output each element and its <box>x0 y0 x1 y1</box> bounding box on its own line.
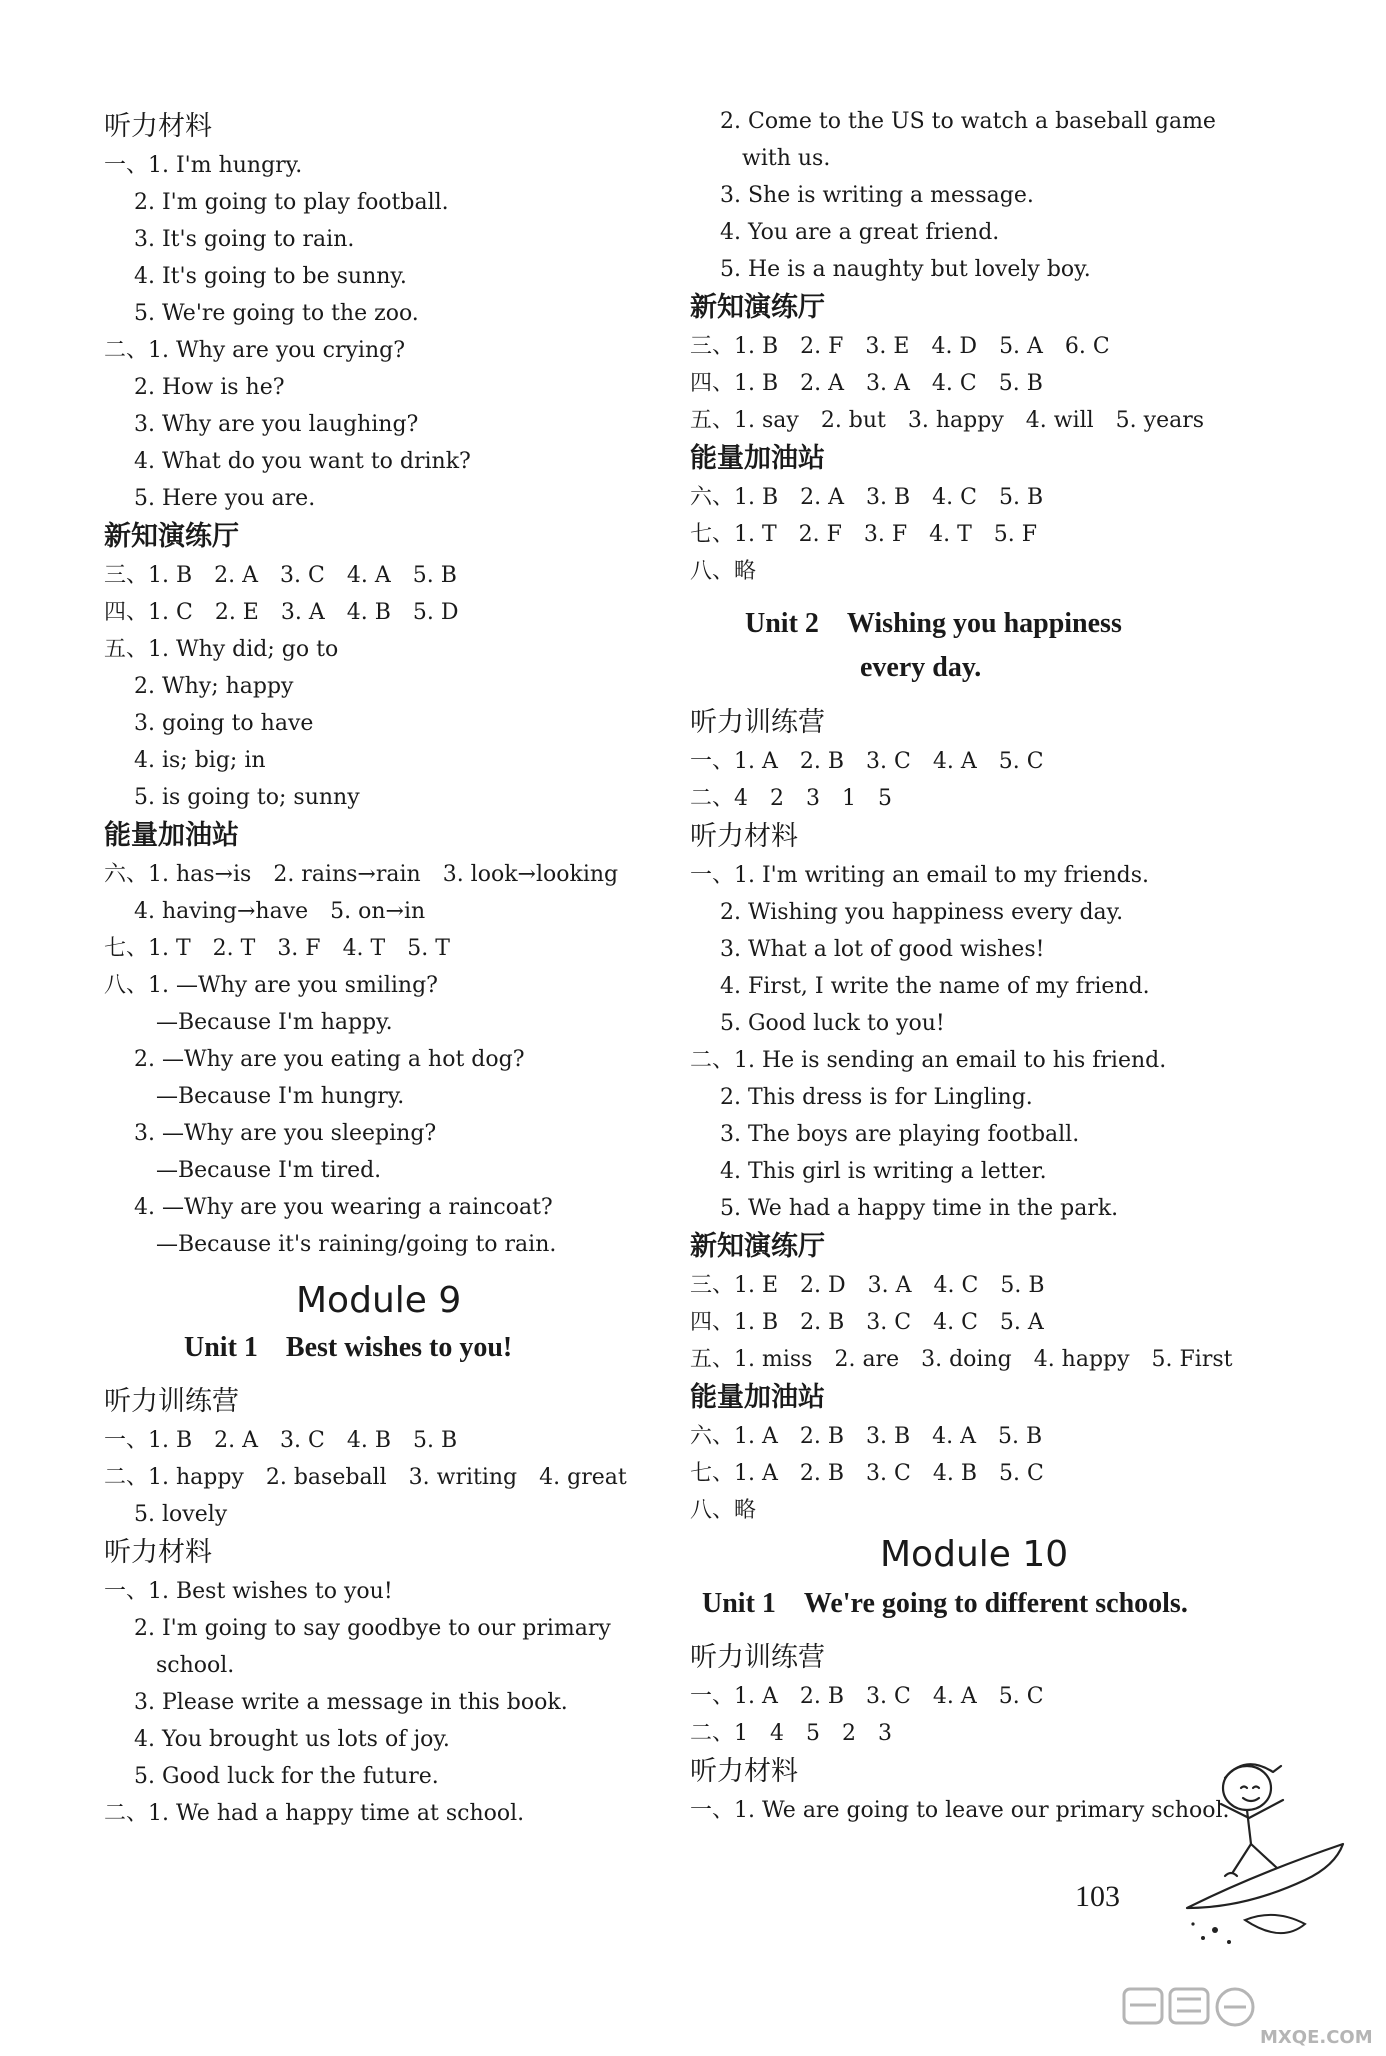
answer-line: 八、1. —Why are you smiling? <box>104 973 438 998</box>
answer-line: 3. It's going to rain. <box>134 227 355 252</box>
right-block-3 <box>690 1638 1230 1829</box>
answer-line: 一、1. A 2. B 3. C 4. A 5. C <box>690 749 1044 774</box>
answer-line: 3. She is writing a message. <box>720 183 1034 208</box>
answer-line: 六、1. A 2. B 3. B 4. A 5. B <box>690 1424 1043 1449</box>
unit-title: Unit 1 We're going to different schools. <box>702 1588 1188 1619</box>
unit-title-continued: every day. <box>860 652 982 683</box>
answer-line: 四、1. B 2. A 3. A 4. C 5. B <box>690 371 1043 396</box>
answer-line: 七、1. T 2. F 3. F 4. T 5. F <box>690 522 1038 547</box>
section-heading: 听力训练营 <box>690 1642 825 1673</box>
answer-line: 二、1. Why are you crying? <box>104 338 406 363</box>
left-block-1 <box>104 107 618 1263</box>
section-heading: 听力材料 <box>690 821 798 852</box>
unit-title: Unit 2 Wishing you happiness <box>745 608 1122 639</box>
right-block-1 <box>690 103 1216 590</box>
answer-line: 六、1. B 2. A 3. B 4. C 5. B <box>690 485 1044 510</box>
answer-line: 3. What a lot of good wishes! <box>720 937 1045 962</box>
answer-line: 3. going to have <box>134 711 314 736</box>
answer-line: 4. —Why are you wearing a raincoat? <box>134 1195 553 1220</box>
unit-title: Unit 1 Best wishes to you! <box>184 1332 513 1363</box>
answer-line: 2. I'm going to play football. <box>134 190 449 215</box>
answer-line: 二、1. We had a happy time at school. <box>104 1801 525 1826</box>
answer-line: 三、1. E 2. D 3. A 4. C 5. B <box>690 1273 1045 1298</box>
answer-line: 二、4 2 3 1 5 <box>690 786 892 811</box>
answer-line: 5. Here you are. <box>134 486 316 511</box>
answer-line: 3. The boys are playing football. <box>720 1122 1080 1147</box>
answer-line: 一、1. A 2. B 3. C 4. A 5. C <box>690 1684 1044 1709</box>
answer-line: 五、1. miss 2. are 3. doing 4. happy 5. First <box>690 1347 1233 1372</box>
answer-line: 一、1. I'm writing an email to my friends. <box>690 863 1150 888</box>
answer-line: school. <box>156 1653 235 1678</box>
answer-line: 3. —Why are you sleeping? <box>134 1121 437 1146</box>
section-heading: 能量加油站 <box>690 1382 825 1413</box>
section-heading: 能量加油站 <box>690 443 825 474</box>
page-number: 103 <box>1075 1880 1120 1913</box>
left-block-2 <box>104 1382 627 1832</box>
answer-line: 5. We're going to the zoo. <box>134 301 419 326</box>
answer-line: 5. Good luck to you! <box>720 1011 945 1036</box>
answer-line: 五、1. Why did; go to <box>104 637 339 662</box>
section-heading: 听力材料 <box>104 1537 212 1568</box>
module-title: Module 9 <box>296 1280 462 1321</box>
answer-line: 2. Wishing you happiness every day. <box>720 900 1124 925</box>
answer-line: 一、1. I'm hungry. <box>104 153 303 178</box>
answer-line: —Because I'm tired. <box>156 1158 382 1183</box>
section-heading: 听力材料 <box>690 1756 798 1787</box>
answer-line: 2. I'm going to say goodbye to our primary <box>134 1616 611 1641</box>
answer-line: 六、1. has→is 2. rains→rain 3. look→looking <box>104 862 619 887</box>
section-heading: 新知演练厅 <box>104 521 239 552</box>
answer-line: 2. Come to the US to watch a baseball game <box>720 109 1216 134</box>
answer-line: 七、1. T 2. T 3. F 4. T 5. T <box>104 936 450 961</box>
answer-line: 2. —Why are you eating a hot dog? <box>134 1047 525 1072</box>
answer-line: 四、1. C 2. E 3. A 4. B 5. D <box>104 600 459 625</box>
answer-line: 2. This dress is for Lingling. <box>720 1085 1033 1110</box>
answer-line: 5. We had a happy time in the park. <box>720 1196 1119 1221</box>
answer-line: —Because I'm happy. <box>156 1010 393 1035</box>
answer-line: 一、1. Best wishes to you! <box>104 1579 393 1604</box>
answer-line: 2. How is he? <box>134 375 285 400</box>
answer-line: 五、1. say 2. but 3. happy 4. will 5. years <box>690 408 1205 433</box>
answer-line: —Because it's raining/going to rain. <box>156 1232 557 1257</box>
answer-line: 三、1. B 2. F 3. E 4. D 5. A 6. C <box>690 334 1110 359</box>
answer-line: 5. Good luck for the future. <box>134 1764 439 1789</box>
answer-line: 5. He is a naughty but lovely boy. <box>720 257 1091 282</box>
answer-line: 七、1. A 2. B 3. C 4. B 5. C <box>690 1461 1044 1486</box>
answer-line: 3. Why are you laughing? <box>134 412 419 437</box>
section-heading: 听力材料 <box>104 111 212 142</box>
section-heading: 能量加油站 <box>104 820 239 851</box>
answer-line: 3. Please write a message in this book. <box>134 1690 568 1715</box>
module-title: Module 10 <box>880 1534 1069 1575</box>
answer-line: 4. You brought us lots of joy. <box>134 1727 450 1752</box>
svg-text:MXQE.COM: MXQE.COM <box>1260 2027 1373 2048</box>
answer-line: 四、1. B 2. B 3. C 4. C 5. A <box>690 1310 1044 1335</box>
answer-line: 二、1. happy 2. baseball 3. writing 4. great <box>104 1465 627 1490</box>
answer-line: 二、1. He is sending an email to his friend. <box>690 1048 1167 1073</box>
answer-line: 4. First, I write the name of my friend. <box>720 974 1150 999</box>
section-heading: 新知演练厅 <box>690 292 825 323</box>
answer-line: 三、1. B 2. A 3. C 4. A 5. B <box>104 563 457 588</box>
answer-line: 二、1 4 5 2 3 <box>690 1721 892 1746</box>
answer-line: 2. Why; happy <box>134 674 294 699</box>
right-block-2 <box>690 703 1233 1529</box>
answer-line: with us. <box>742 146 831 171</box>
answer-line: 八、略 <box>690 559 757 584</box>
answer-line: 4. You are a great friend. <box>720 220 1000 245</box>
answer-line: 4. is; big; in <box>134 748 266 773</box>
answer-line: 4. It's going to be sunny. <box>134 264 407 289</box>
site-watermark-logo <box>1120 1985 1380 2050</box>
answer-line: 4. having→have 5. on→in <box>134 899 426 924</box>
section-heading: 听力训练营 <box>104 1386 239 1417</box>
answer-line: 5. lovely <box>134 1502 228 1527</box>
answer-line: 4. This girl is writing a letter. <box>720 1159 1047 1184</box>
answer-line: 5. is going to; sunny <box>134 785 360 810</box>
answer-line: 一、1. We are going to leave our primary school. <box>690 1798 1230 1823</box>
answer-line: 4. What do you want to drink? <box>134 449 471 474</box>
section-heading: 新知演练厅 <box>690 1231 825 1262</box>
answer-line: 八、略 <box>690 1498 757 1523</box>
answer-line: —Because I'm hungry. <box>156 1084 405 1109</box>
surfing-kid-illustration <box>1185 1748 1350 1953</box>
section-heading: 听力训练营 <box>690 707 825 738</box>
answer-line: 一、1. B 2. A 3. C 4. B 5. B <box>104 1428 458 1453</box>
